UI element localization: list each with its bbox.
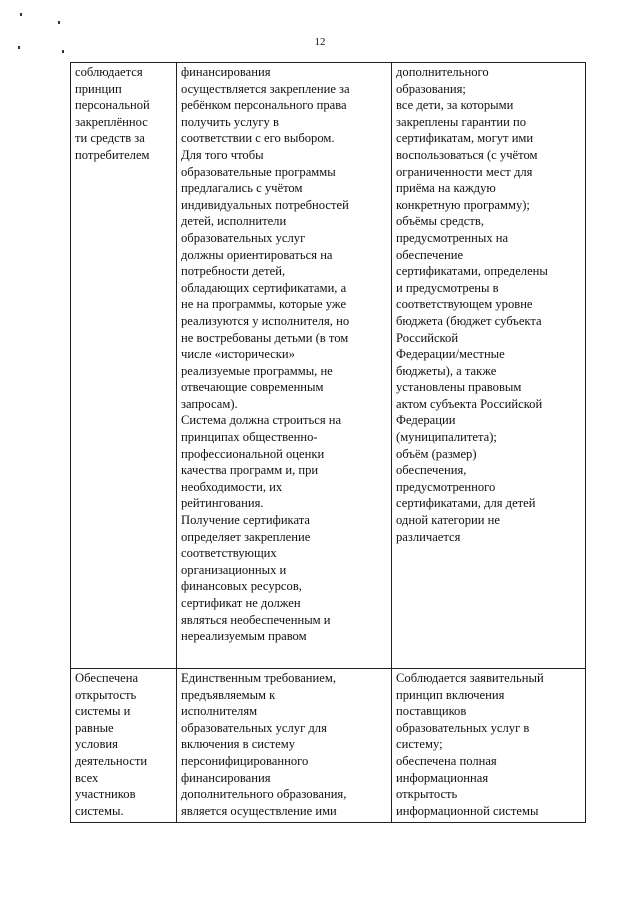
text-line: дополнительного образования, (181, 787, 347, 802)
text-line: условия (75, 737, 118, 752)
text-line: необходимости, их (181, 479, 283, 494)
text-line: деятельности (75, 753, 148, 768)
text-line: соответствии с его выбором. (181, 131, 335, 146)
text-line: Федерации/местные (396, 347, 505, 362)
scan-mark (18, 46, 20, 49)
table-cell-col1 (71, 63, 177, 669)
text-line: предусмотренных на (396, 230, 509, 245)
text-line: предъявляемым к (181, 687, 276, 702)
text-line: обеспечения, (396, 463, 467, 478)
text-line: сертификатами, для детей (396, 496, 536, 511)
text-line: детей, исполнители (181, 214, 287, 229)
text-line: равные (75, 720, 114, 735)
table-row (71, 63, 586, 669)
text-line: ти средств за (75, 131, 145, 146)
text-line: Соблюдается заявительный (396, 671, 544, 685)
text-line: сертификатами, определены (396, 264, 548, 279)
text-line: различается (396, 529, 461, 544)
text-line: информационной системы (396, 803, 539, 818)
text-line: приёма на каждую (396, 181, 496, 196)
text-line: запросам). (181, 396, 238, 411)
table-cell-col2 (177, 63, 392, 669)
text-line: сертификатам, могут ими (396, 131, 534, 146)
text-line: не востребованы детьми (в том (181, 330, 349, 345)
text-line: числе «исторически» (181, 347, 295, 362)
text-line: установлены правовым (396, 380, 522, 395)
text-line: соответствующем уровне (396, 297, 533, 312)
text-line: обеспечена полная (396, 753, 497, 768)
text-line: обладающих сертификатами, а (181, 280, 347, 295)
text-line: персонифицированного (181, 753, 309, 768)
text-line: сертификат не должен (181, 596, 301, 610)
text-line: ребёнком персонального права (181, 98, 347, 113)
scan-mark (62, 50, 64, 53)
text-line: реализуются у исполнителя, но (181, 313, 350, 328)
text-line: профессиональной оценки (181, 446, 325, 461)
scan-mark (20, 13, 22, 16)
text-line: предлагались с учётом (181, 181, 303, 196)
text-line: исполнителям (181, 704, 258, 719)
text-line: финансирования (181, 770, 271, 785)
text-line: реализуемые программы, не (181, 363, 333, 378)
text-line: Система должна строиться на (181, 413, 342, 428)
text-line: Обеспечена (75, 671, 139, 685)
table-cell-col3 (392, 63, 586, 669)
table-cell-col2 (177, 669, 392, 823)
text-line: бюджеты), а также (396, 363, 497, 378)
text-line: ограниченности мест для (396, 164, 533, 179)
text-line: организационных и (181, 562, 287, 577)
text-line: конкретную программу); (396, 197, 530, 212)
text-line: потребителем (75, 147, 150, 162)
text-line: финансовых ресурсов, (181, 579, 302, 594)
text-line: является осуществление ими (181, 803, 337, 818)
text-line: принцип включения (396, 687, 505, 702)
text-line: образовательных услуг для (181, 720, 327, 735)
text-line: образовательные программы (181, 164, 336, 179)
text-line: объёмы средств, (396, 214, 484, 229)
text-line: обеспечение (396, 247, 464, 262)
text-line: участников (75, 787, 136, 802)
text-line: отвечающие современным (181, 380, 324, 395)
page-number: 12 (314, 36, 326, 48)
text-line: включения в систему (181, 737, 295, 752)
text-line: предусмотренного (396, 479, 496, 494)
text-line: закреплённос (75, 114, 148, 129)
text-line: принцип (75, 81, 122, 96)
text-line: все дети, за которыми (396, 98, 514, 113)
text-line: воспользоваться (с учётом (396, 147, 538, 162)
text-line: закреплены гарантии по (396, 114, 527, 129)
text-line: всех (75, 770, 99, 785)
text-line: Федерации (396, 413, 456, 428)
text-line: принципах общественно- (181, 430, 318, 445)
text-line: Единственным требованием, (181, 671, 336, 685)
text-line: Получение сертификата (181, 513, 310, 528)
text-line: образовательных услуг (181, 230, 306, 245)
text-line: являться необеспеченным и (181, 612, 331, 627)
text-line: персональной (75, 98, 150, 113)
text-line: Для того чтобы (181, 147, 264, 162)
text-line: осуществляется закрепление за (181, 81, 350, 96)
text-line: поставщиков (396, 704, 467, 719)
table-row (71, 669, 586, 823)
text-line: рейтингования. (181, 496, 264, 511)
text-line: бюджета (бюджет субъекта (396, 313, 542, 328)
text-line: соответствующих (181, 546, 277, 561)
text-line: системы. (75, 803, 124, 818)
text-line: образования; (396, 81, 466, 96)
text-line: должны ориентироваться на (181, 247, 333, 262)
text-line: Российской (396, 330, 459, 345)
text-line: объём (размер) (396, 446, 477, 461)
text-line: информационная (396, 770, 489, 785)
text-line: качества программ и, при (181, 463, 319, 478)
scan-mark (58, 21, 60, 24)
table-cell-col1 (71, 669, 177, 823)
text-line: дополнительного (396, 65, 489, 79)
text-line: соблюдается (75, 65, 143, 79)
text-line: определяет закрепление (181, 529, 311, 544)
table-cell-col3 (392, 669, 586, 823)
text-line: актом субъекта Российской (396, 396, 543, 411)
text-line: не на программы, которые уже (181, 297, 347, 312)
text-line: систему; (396, 737, 443, 752)
text-line: открытость (396, 787, 458, 802)
text-line: одной категории не (396, 513, 500, 528)
text-line: получить услугу в (181, 114, 279, 129)
text-line: нереализуемым правом (181, 629, 307, 644)
text-line: и предусмотрены в (396, 280, 499, 295)
text-line: системы и (75, 704, 131, 719)
text-line: потребности детей, (181, 264, 286, 279)
text-line: финансирования (181, 65, 271, 79)
text-line: (муниципалитета); (396, 430, 497, 445)
document-table (70, 62, 586, 823)
text-line: образовательных услуг в (396, 720, 530, 735)
text-line: индивидуальных потребностей (181, 197, 349, 212)
text-line: открытость (75, 687, 137, 702)
